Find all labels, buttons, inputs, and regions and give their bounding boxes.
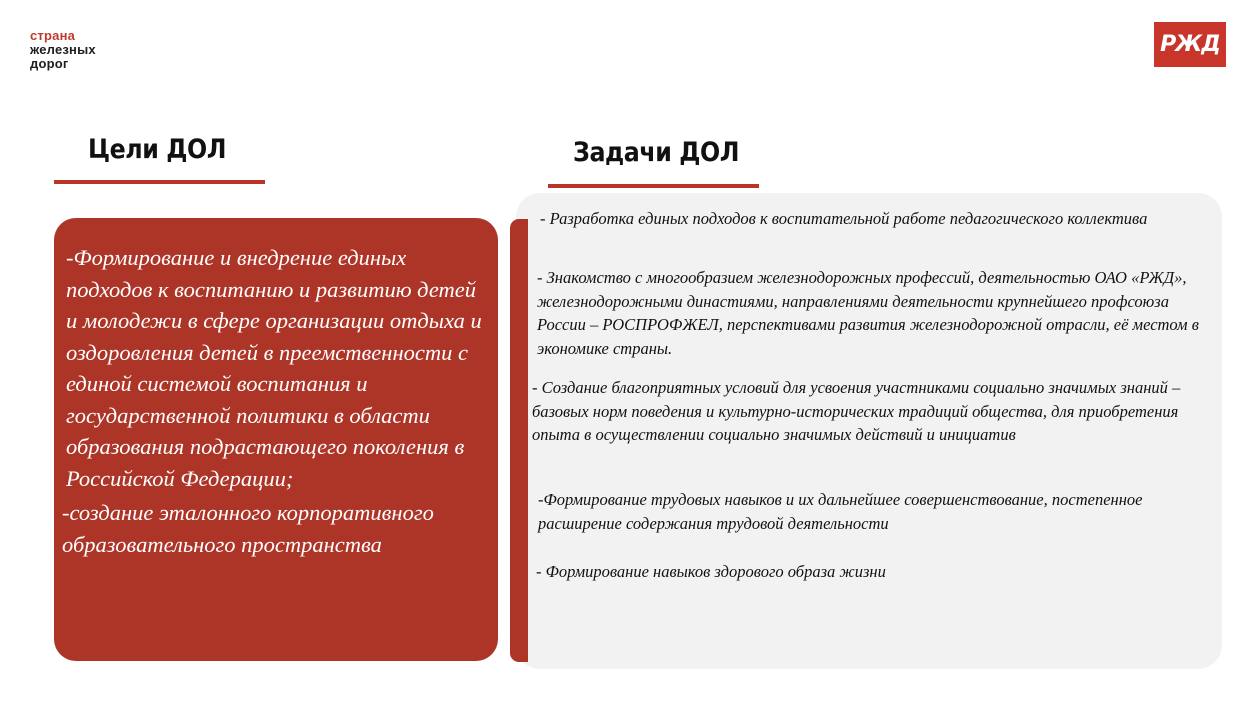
task-item: - Создание благоприятных условий для усвоения участниками социально значимых знаний – базовых норм поведения и культурно-исторических традиций общества, для приобретения опыта в осуществлении социально значимых действий и инициатив (532, 378, 1181, 444)
goal-item: -Формирование и внедрение единых подходов к воспитанию и развитию детей и молодежи в сфере организации отдыха и оздоровления детей в преемственности с единой системой воспитания и государственной политики в области образования подрастающего поколения в Российской Федерации; (66, 245, 482, 491)
tasks-heading: Задачи ДОЛ (573, 137, 740, 168)
goals-heading: Цели ДОЛ (88, 134, 227, 165)
task-item: - Знакомство с многообразием железнодорожных профессий, деятельностью ОАО «РЖД», железнодорожными династиями, направлениями деятельности крупнейшего профсоюза России – РОСПРОФЖЕЛ, перспективами развития железнодорожной отрасли, её местом в экономике страны. (537, 268, 1199, 358)
rzd-logo-text: РЖД (1160, 32, 1220, 57)
tasks-panel-accent-bar (510, 219, 528, 662)
brand-line-2: железных (30, 42, 96, 57)
brand-wordmark (30, 29, 96, 71)
goal-item: -создание эталонного корпоративного образовательного пространства (62, 500, 434, 557)
rzd-logo (1154, 22, 1226, 67)
brand-line-3: дорог (30, 56, 69, 71)
goals-underline (54, 180, 265, 184)
brand-line-1: страна (30, 28, 76, 43)
goals-panel (54, 218, 498, 661)
task-item: - Формирование навыков здорового образа жизни (536, 562, 886, 581)
task-item: -Формирование трудовых навыков и их дальнейшее совершенствование, постепенное расширение содержания трудовой деятельности (538, 490, 1143, 533)
task-item: - Разработка единых подходов к воспитательной работе педагогического коллектива (540, 209, 1148, 228)
tasks-underline (548, 184, 759, 188)
